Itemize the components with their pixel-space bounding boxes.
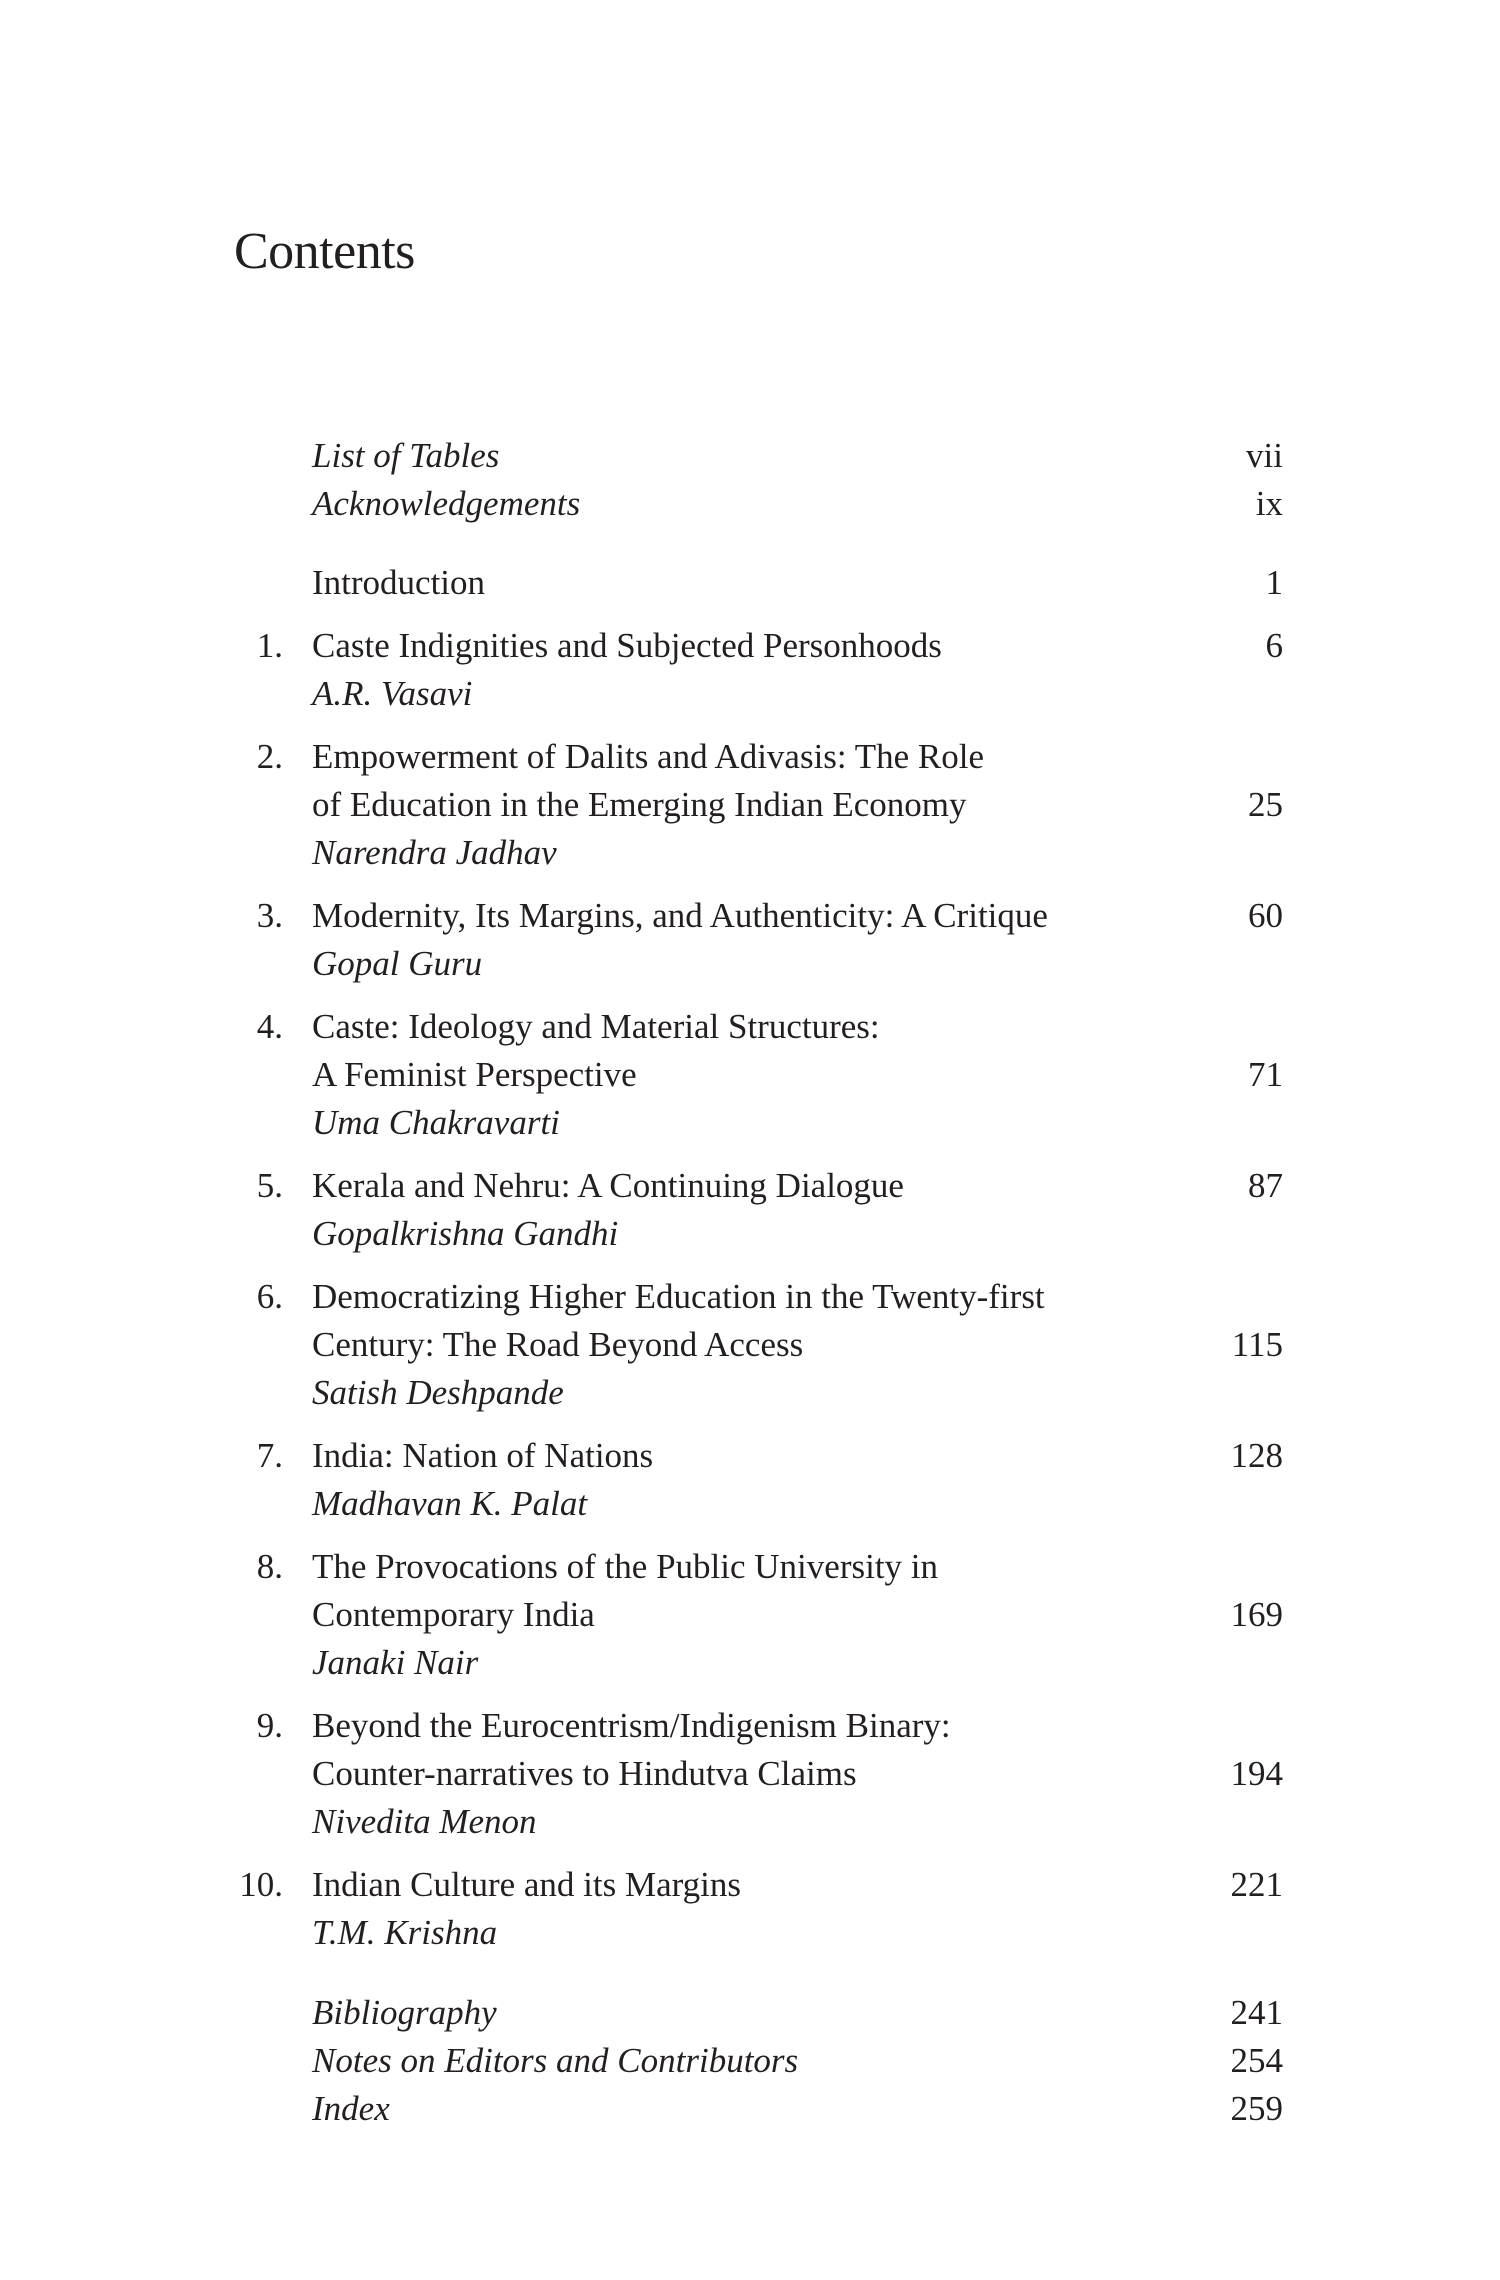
chapter-author: Uma Chakravarti — [312, 1103, 560, 1142]
toc-entry-introduction — [0, 559, 1500, 607]
chapter-title-line — [0, 1273, 1500, 1321]
entry-title: Acknowledgements — [312, 484, 581, 523]
chapter-author-line — [0, 1210, 1500, 1258]
chapter-author: Gopalkrishna Gandhi — [312, 1214, 619, 1253]
chapter-author-line — [0, 940, 1500, 988]
toc-entry-chapter — [0, 1861, 1500, 1957]
entry-page: vii — [1246, 436, 1283, 475]
chapter-title-line — [0, 1051, 1500, 1099]
chapter-list — [0, 622, 1500, 1957]
chapter-title-line — [0, 781, 1500, 829]
toc-entry-list-of-tables — [0, 432, 1500, 480]
chapter-page: 25 — [1248, 785, 1283, 824]
chapter-title-line — [0, 1162, 1500, 1210]
chapter-title-line — [0, 1432, 1500, 1480]
chapter-title-line — [0, 1321, 1500, 1369]
toc-entry-chapter — [0, 622, 1500, 718]
chapter-title: Contemporary India — [312, 1595, 595, 1634]
chapter-author-line — [0, 1480, 1500, 1528]
chapter-title-line — [0, 1543, 1500, 1591]
chapter-author: Janaki Nair — [312, 1643, 479, 1682]
toc-entry-notes-on-contributors — [0, 2037, 1500, 2085]
chapter-number: 4. — [256, 1007, 283, 1046]
front-matter — [0, 432, 1500, 528]
toc-entry-chapter — [0, 1162, 1500, 1258]
chapter-number: 7. — [256, 1436, 283, 1475]
chapter-title: The Provocations of the Public University in — [312, 1547, 939, 1586]
chapter-title-line — [0, 622, 1500, 670]
chapter-page: 115 — [1231, 1325, 1283, 1364]
page-title: Contents — [234, 223, 415, 280]
chapter-number: 6. — [256, 1277, 283, 1316]
chapter-title-line — [0, 733, 1500, 781]
chapter-page: 71 — [1248, 1055, 1283, 1094]
chapter-author: Satish Deshpande — [312, 1373, 564, 1412]
toc-entry-chapter — [0, 1273, 1500, 1417]
entry-title: Bibliography — [312, 1993, 497, 2032]
toc-entry-index — [0, 2085, 1500, 2133]
chapter-author: Nivedita Menon — [312, 1802, 537, 1841]
chapter-author-line — [0, 829, 1500, 877]
chapter-author-line — [0, 1798, 1500, 1846]
chapter-title: Century: The Road Beyond Access — [312, 1325, 804, 1364]
chapter-page: 194 — [1230, 1754, 1283, 1793]
table-of-contents — [0, 432, 1500, 2133]
chapter-title: Beyond the Eurocentrism/Indigenism Binary: — [312, 1706, 951, 1745]
chapter-title: of Education in the Emerging Indian Economy — [312, 785, 967, 824]
chapter-title: Indian Culture and its Margins — [312, 1865, 742, 1904]
chapter-title: Modernity, Its Margins, and Authenticity: A Critique — [312, 896, 1048, 935]
entry-page: 254 — [1230, 2041, 1283, 2080]
entry-page: ix — [1255, 484, 1283, 523]
chapter-number: 2. — [256, 737, 283, 776]
chapter-title-line — [0, 1861, 1500, 1909]
entry-title: Index — [312, 2089, 390, 2128]
entry-page: 259 — [1230, 2089, 1283, 2128]
chapter-number: 1. — [256, 626, 283, 665]
chapter-title-line — [0, 1702, 1500, 1750]
chapter-number: 5. — [256, 1166, 283, 1205]
toc-entry-acknowledgements — [0, 480, 1500, 528]
chapter-title: Caste: Ideology and Material Structures: — [312, 1007, 880, 1046]
chapter-title-line — [0, 1003, 1500, 1051]
chapter-author: T.M. Krishna — [312, 1913, 498, 1952]
chapter-number: 9. — [256, 1706, 283, 1745]
chapter-author-line — [0, 1099, 1500, 1147]
toc-entry-chapter — [0, 733, 1500, 877]
chapter-title-line — [0, 892, 1500, 940]
chapter-title-line — [0, 1591, 1500, 1639]
chapter-title: India: Nation of Nations — [312, 1436, 654, 1475]
chapter-page: 87 — [1248, 1166, 1283, 1205]
chapter-title-line — [0, 1750, 1500, 1798]
entry-title: List of Tables — [312, 436, 500, 475]
toc-entry-chapter — [0, 1702, 1500, 1846]
chapter-title: Democratizing Higher Education in the Twenty-first — [312, 1277, 1045, 1316]
chapter-number: 3. — [256, 896, 283, 935]
back-matter — [0, 1989, 1500, 2133]
chapter-author: Gopal Guru — [312, 944, 483, 983]
entry-page: 241 — [1230, 1993, 1283, 2032]
chapter-page: 221 — [1230, 1865, 1283, 1904]
chapter-author-line — [0, 1639, 1500, 1687]
chapter-author-line — [0, 670, 1500, 718]
chapter-page: 6 — [1265, 626, 1283, 665]
chapter-author: Madhavan K. Palat — [312, 1484, 588, 1523]
chapter-title: Kerala and Nehru: A Continuing Dialogue — [312, 1166, 904, 1205]
toc-entry-chapter — [0, 1543, 1500, 1687]
chapter-author-line — [0, 1909, 1500, 1957]
chapter-author-line — [0, 1369, 1500, 1417]
toc-entry-chapter — [0, 1003, 1500, 1147]
toc-entry-chapter — [0, 1432, 1500, 1528]
chapter-title: A Feminist Perspective — [312, 1055, 637, 1094]
chapter-page: 60 — [1248, 896, 1283, 935]
entry-title: Notes on Editors and Contributors — [312, 2041, 799, 2080]
entry-page: 1 — [1265, 563, 1283, 602]
chapter-author: Narendra Jadhav — [312, 833, 557, 872]
chapter-author: A.R. Vasavi — [312, 674, 473, 713]
chapter-title: Empowerment of Dalits and Adivasis: The Role — [312, 737, 985, 776]
entry-title: Introduction — [312, 563, 486, 602]
toc-entry-bibliography — [0, 1989, 1500, 2037]
chapter-page: 128 — [1230, 1436, 1283, 1475]
chapter-page: 169 — [1230, 1595, 1283, 1634]
chapter-number: 10. — [239, 1865, 283, 1904]
chapter-title: Counter-narratives to Hindutva Claims — [312, 1754, 857, 1793]
toc-entry-chapter — [0, 892, 1500, 988]
chapter-number: 8. — [256, 1547, 283, 1586]
chapter-title: Caste Indignities and Subjected Personhoods — [312, 626, 942, 665]
